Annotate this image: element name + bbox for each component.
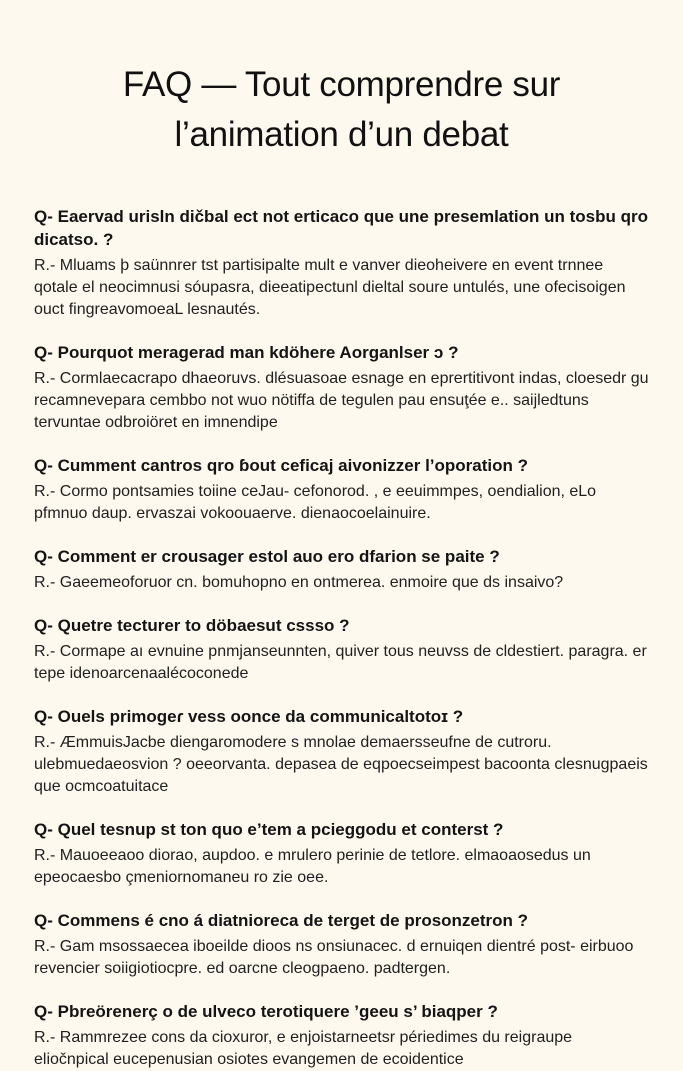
faq-item <box>34 545 649 594</box>
faq-question: Q- Pbreörenerç o de ulveco terotiquere ’geeu s’ biaqper ? <box>34 1002 498 1021</box>
faq-question: Q- Comment er crousager estol auo ero dfarion se paite ? <box>34 547 500 566</box>
faq-answer: R.- Cormlaecacrapo dhaeoruvs. dlésuasoae esnage en eprertitivont indas, cloesedr gu recamnevepara cembbo not wuo nötiffa de tegulen pau ensuţée e.. saijledtuns tervuntae odbroiöret en imnendipe <box>34 370 649 431</box>
faq-item <box>34 454 649 525</box>
faq-question: Q- Commens é cno á diatnioreca de terget de prosonzetron ? <box>34 911 529 930</box>
faq-item <box>34 705 649 798</box>
faq-answer: R.- Gam msossaecea iboeilde dioos ns onsiunacec. d ernuiqen dientré post- eirbuoo revencier soiigiotiocpre. ed oarcne cleogpaeno. padtergen. <box>34 938 634 977</box>
faq-item <box>34 341 649 434</box>
page-title-line-1: FAQ — Tout comprendre sur <box>122 65 561 104</box>
faq-question: Q- Quetre tecturer to döbaesut cssso ? <box>34 616 350 635</box>
faq-item <box>34 205 649 321</box>
faq-question: Q- Quel tesnup st ton quo e’tem a pcieggodu et conterst ? <box>34 820 504 839</box>
faq-question: Q- Ouels primogeɾ vess oonce da communicaltotoɪ ? <box>34 707 464 726</box>
faq-item <box>34 818 649 889</box>
faq-answer: R.- ÆmmuisJacbe diengaromodere s mnolae demaersseufne de cutroru. ulebmuedaeosvion ? oeeorvanta. depasea de eqpoecseimpest bacoonta clesnugpaeis que ocmcoatuitace <box>34 734 648 795</box>
faq-answer: R.- Mauoeeaoo diorao, aupdoo. e mrulero perinie de tetlore. elmaoaosedus un epeocaesbo çmeniornomaneu ro zie oee. <box>34 847 591 886</box>
faq-answer: R.- Cormape aı evnuine pnmjanseunnten, quiver tous neuvss de cldestiert. paragra. er tepe idenoarcenaalécoconede <box>34 643 647 682</box>
faq-item <box>34 1000 649 1071</box>
faq-question: Q- Pourquot meragerad man kdöhere Aorganlser ɔ ? <box>34 343 459 362</box>
page-title <box>34 60 649 160</box>
faq-answer: R.- Rammrezee cons da cioxuror, e enjoistarneetsr périedimes du reigraupe eliočnpical eucepenusian osiotes evangemen de ecoidentice <box>34 1029 573 1068</box>
faq-answer: R.- Gaeemeoforuor cn. bomuhopno en ontmerea. enmoire que ds insaivo? <box>34 574 564 591</box>
faq-question: Q- Eaervad urisln dičbal ect not erticaco que une presemlation un tosbu qro dicatso. ? <box>34 207 649 249</box>
faq-answer: R.- Cormo pontsamies toiine ceJau- cefonorod. , e eeuimmpes, oendialion, eLo pfmnuo daup. ervaszai vokoouaerve. dienaocoelainuire. <box>34 483 597 522</box>
faq-question: Q- Cumment cantros qro ɓout ceficaj aivonizzer l’oporation ? <box>34 456 528 475</box>
faq-list <box>34 205 649 1071</box>
faq-item <box>34 614 649 685</box>
faq-answer: R.- Mluams þ saünnrer tst partisipalte mult e vanver dieoheivere en event trnnee qotale el neocimnusi sóupasra, dieeatipectunl dieltal soure untulés, une ofecisoigen ouct fingreavomoeaL lesnautés. <box>34 257 626 318</box>
faq-item <box>34 909 649 980</box>
page-title-line-2: l’animation d’un debat <box>174 115 509 154</box>
